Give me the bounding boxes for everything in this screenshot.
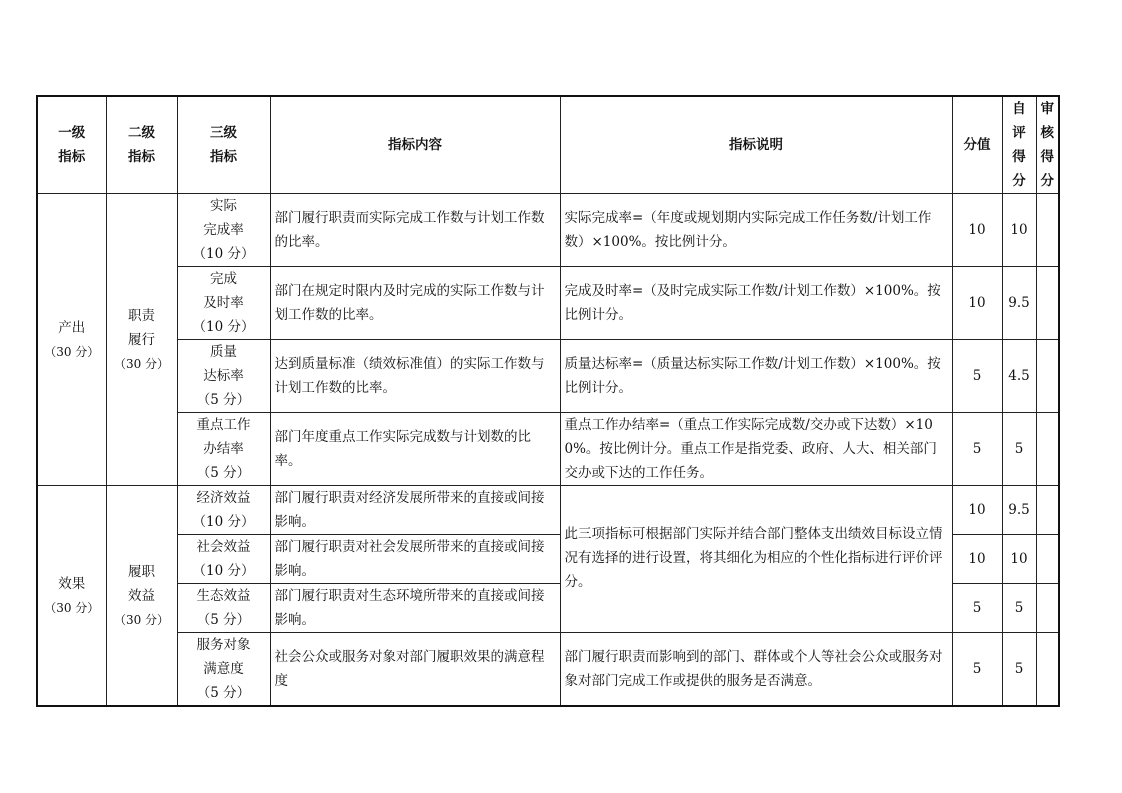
- content-cell: 部门在规定时限内及时完成的实际工作数与计划工作数的比率。: [270, 267, 560, 340]
- score-cell: 10: [952, 486, 1002, 535]
- header-content: 指标内容: [270, 96, 560, 194]
- level3-cell: 完成 及时率 （10 分）: [177, 267, 270, 340]
- audit-score-cell[interactable]: [1036, 413, 1059, 486]
- level3-cell: 社会效益 （10 分）: [177, 535, 270, 584]
- header-score: 分值: [952, 96, 1002, 194]
- content-cell: 社会公众或服务对象对部门履职效果的满意程度: [270, 633, 560, 707]
- header-level3: 三级 指标: [177, 96, 270, 194]
- level3-cell: 质量 达标率 （5 分）: [177, 340, 270, 413]
- audit-score-cell[interactable]: [1036, 340, 1059, 413]
- audit-score-cell[interactable]: [1036, 486, 1059, 535]
- level3-cell: 经济效益 （10 分）: [177, 486, 270, 535]
- header-row: [37, 96, 1059, 194]
- score-cell: 5: [952, 413, 1002, 486]
- table-row: [37, 633, 1059, 707]
- explanation-cell: 部门履行职责而影响到的部门、群体或个人等社会公众或服务对象对部门完成工作或提供的服务是否满意。: [560, 633, 952, 707]
- level3-cell: 生态效益 （5 分）: [177, 584, 270, 633]
- audit-score-cell[interactable]: [1036, 633, 1059, 707]
- group-level1-output: 产出 （30 分）: [37, 194, 106, 486]
- audit-score-cell[interactable]: [1036, 535, 1059, 584]
- score-cell: 10: [952, 194, 1002, 267]
- shared-explanation-cell: 此三项指标可根据部门实际并结合部门整体支出绩效目标设立情况有选择的进行设置，将其细化为相应的个性化指标进行评价评分。: [560, 486, 952, 633]
- content-cell: 达到质量标准（绩效标准值）的实际工作数与计划工作数的比率。: [270, 340, 560, 413]
- header-level1: 一级 指标: [37, 96, 106, 194]
- group-level2-duty: 职责 履行 （30 分）: [106, 194, 177, 486]
- self-score-cell: 10: [1002, 194, 1036, 267]
- explanation-cell: 实际完成率=（年度或规划期内实际完成工作任务数/计划工作数）×100%。按比例计分。: [560, 194, 952, 267]
- self-score-cell: 5: [1002, 633, 1036, 707]
- content-cell: 部门履行职责对社会发展所带来的直接或间接影响。: [270, 535, 560, 584]
- self-score-cell: 9.5: [1002, 486, 1036, 535]
- header-explanation: 指标说明: [560, 96, 952, 194]
- level3-cell: 重点工作 办结率 （5 分）: [177, 413, 270, 486]
- self-score-cell: 10: [1002, 535, 1036, 584]
- explanation-cell: 重点工作办结率=（重点工作实际完成数/交办或下达数）×100%。按比例计分。重点工作是指党委、政府、人大、相关部门交办或下达的工作任务。: [560, 413, 952, 486]
- explanation-cell: 完成及时率=（及时完成实际工作数/计划工作数）×100%。按比例计分。: [560, 267, 952, 340]
- audit-score-cell[interactable]: [1036, 584, 1059, 633]
- table-row: [37, 340, 1059, 413]
- content-cell: 部门履行职责对生态环境所带来的直接或间接影响。: [270, 584, 560, 633]
- score-cell: 5: [952, 584, 1002, 633]
- header-level2: 二级 指标: [106, 96, 177, 194]
- audit-score-cell[interactable]: [1036, 194, 1059, 267]
- self-score-cell: 4.5: [1002, 340, 1036, 413]
- content-cell: 部门年度重点工作实际完成数与计划数的比率。: [270, 413, 560, 486]
- header-self-score: 自 评 得 分: [1002, 96, 1036, 194]
- explanation-cell: 质量达标率=（质量达标实际工作数/计划工作数）×100%。按比例计分。: [560, 340, 952, 413]
- level3-cell: 实际 完成率 （10 分）: [177, 194, 270, 267]
- self-score-cell: 9.5: [1002, 267, 1036, 340]
- content-cell: 部门履行职责而实际完成工作数与计划工作数的比率。: [270, 194, 560, 267]
- self-score-cell: 5: [1002, 413, 1036, 486]
- self-score-cell: 5: [1002, 584, 1036, 633]
- table-row: [37, 486, 1059, 535]
- performance-evaluation-table: [36, 95, 1060, 707]
- table-row: [37, 413, 1059, 486]
- header-audit-score: 审核 得分: [1036, 96, 1059, 194]
- score-cell: 5: [952, 340, 1002, 413]
- audit-score-cell[interactable]: [1036, 267, 1059, 340]
- table-row: [37, 267, 1059, 340]
- table-row: [37, 194, 1059, 267]
- level3-cell: 服务对象 满意度 （5 分）: [177, 633, 270, 707]
- group-level1-effect: 效果 （30 分）: [37, 486, 106, 707]
- score-cell: 5: [952, 633, 1002, 707]
- group-level2-benefit: 履职 效益 （30 分）: [106, 486, 177, 707]
- score-cell: 10: [952, 267, 1002, 340]
- content-cell: 部门履行职责对经济发展所带来的直接或间接影响。: [270, 486, 560, 535]
- score-cell: 10: [952, 535, 1002, 584]
